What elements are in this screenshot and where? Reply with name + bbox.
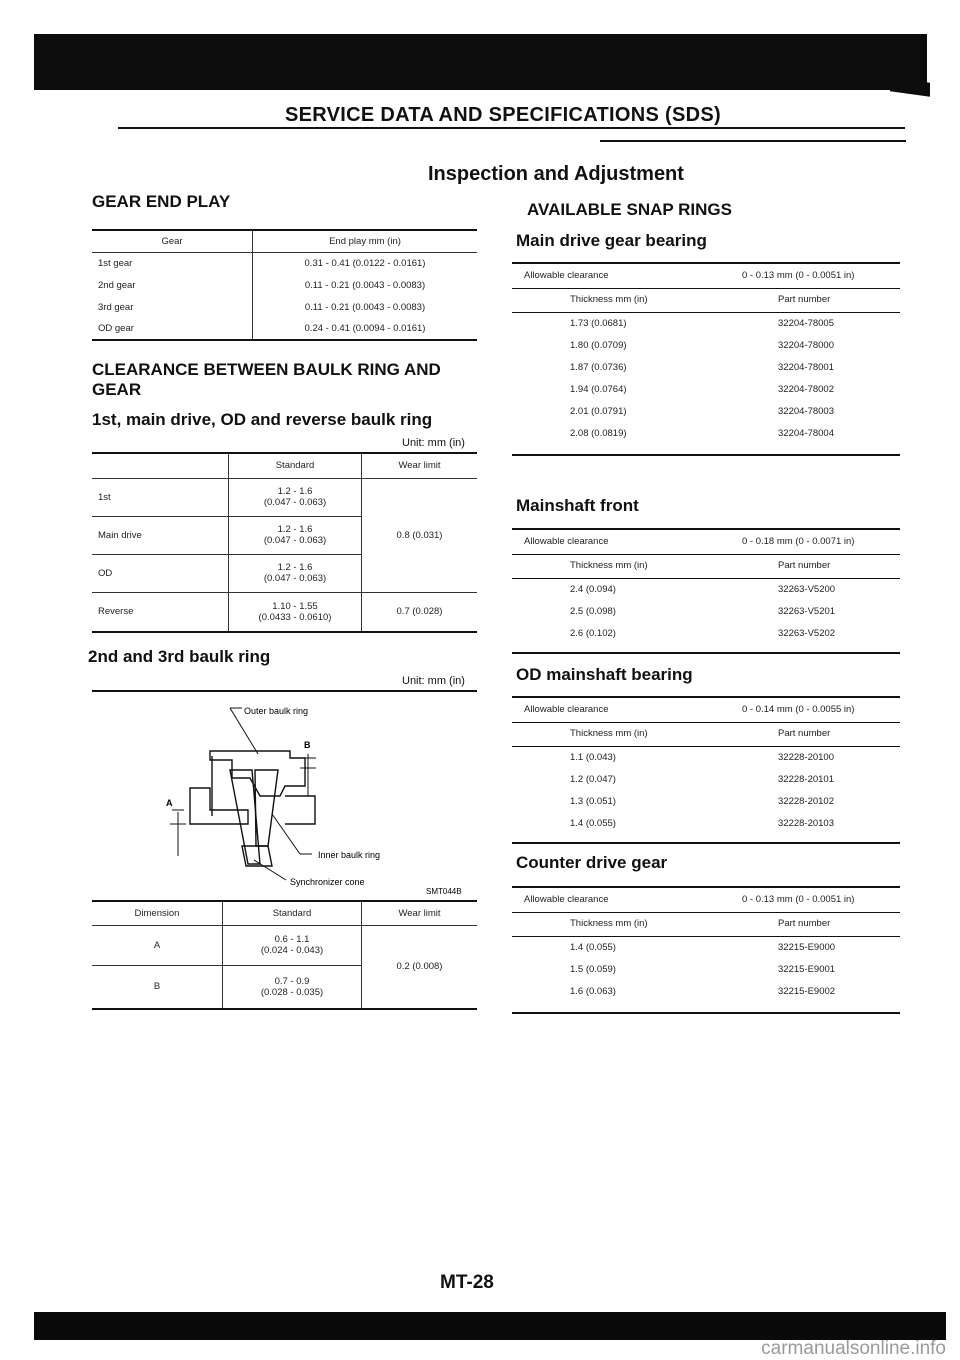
footer-bar bbox=[34, 1312, 946, 1340]
baulk-ring-2-3-title: 2nd and 3rd baulk ring bbox=[88, 647, 271, 666]
snap-ring-table-od-mainshaft: Allowable clearance 0 - 0.14 mm (0 - 0.0055 in) Thickness mm (in) Part number 1.1 (0.043) 32228-20100 1.2 (0.047) 32228-20101 1.3 (0.051) 32228-20102 1.4 (0.055) 32228-20103 bbox=[512, 696, 900, 850]
baulk-ring-section-title: 1st, main drive, OD and reverse baulk ring bbox=[92, 410, 433, 429]
table-header: Standard bbox=[223, 901, 362, 925]
table-row: Main drive 1.2 - 1.6 (0.047 - 0.063) bbox=[92, 516, 477, 554]
page-number: MT-28 bbox=[440, 1272, 494, 1293]
table-header: Gear bbox=[161, 235, 183, 247]
baulk-ring-diagram bbox=[150, 696, 480, 896]
clearance-heading: CLEARANCE BETWEEN BAULK RING AND GEAR bbox=[92, 360, 441, 399]
wear-limit: 0.2 (0.008) bbox=[362, 925, 478, 1009]
table-row: 1st gear 0.31 - 0.41 (0.0122 - 0.0161) bbox=[92, 252, 477, 274]
gear-end-play-table bbox=[92, 229, 477, 341]
table-row: A 0.6 - 1.1 (0.024 - 0.043) 0.2 (0.008) bbox=[92, 925, 477, 965]
footer-url: carmanualsonline.info bbox=[761, 1338, 946, 1359]
table-header: Dimension bbox=[134, 907, 180, 919]
table-row: Reverse 1.10 - 1.55 (0.0433 - 0.0610) 0.7 (0.028) bbox=[92, 592, 477, 632]
table-header: End play mm (in) bbox=[253, 230, 478, 252]
snap-ring-table-title: Main drive gear bearing bbox=[516, 231, 707, 250]
snap-ring-table-mainshaft-front: Allowable clearance 0 - 0.18 mm (0 - 0.0071 in) Thickness mm (in) Part number 2.4 (0.094) 32263-V5200 2.5 (0.098) 32263-V5201 2.6 (0.102) 32263-V5202 bbox=[512, 528, 900, 658]
wear-limit-shared: 0.8 (0.031) bbox=[362, 478, 478, 592]
snap-rings-heading: AVAILABLE SNAP RINGS bbox=[527, 200, 732, 219]
snap-ring-table-title: OD mainshaft bearing bbox=[516, 665, 693, 684]
title-rule-secondary bbox=[600, 140, 906, 142]
wear-limit-reverse: 0.7 (0.028) bbox=[362, 592, 478, 632]
table-header: Wear limit bbox=[362, 901, 478, 925]
table-header: Wear limit bbox=[362, 453, 478, 478]
unit-label: Unit: mm (in) bbox=[402, 675, 465, 687]
figure-code: SMT044B bbox=[426, 887, 462, 896]
dimension-a-label: A bbox=[166, 798, 173, 808]
table-row: 3rd gear 0.11 - 0.21 (0.0043 - 0.0083) bbox=[92, 296, 477, 318]
outer-ring-label: Outer baulk ring bbox=[244, 706, 309, 716]
baulk-ring-2-3-table bbox=[92, 900, 477, 1010]
page-subtitle: Inspection and Adjustment bbox=[428, 163, 684, 185]
snap-ring-table-title: Counter drive gear bbox=[516, 853, 668, 872]
unit-label: Unit: mm (in) bbox=[402, 437, 465, 449]
baulk-ring-table bbox=[92, 452, 477, 633]
table-row: B 0.7 - 0.9 (0.028 - 0.035) bbox=[92, 965, 477, 1009]
snap-ring-table-title: Mainshaft front bbox=[516, 496, 639, 515]
table-row: 1st 1.2 - 1.6 (0.047 - 0.063) 0.8 (0.031) bbox=[92, 478, 477, 516]
header-bar bbox=[34, 34, 927, 90]
snap-ring-table-counter-drive: Allowable clearance 0 - 0.13 mm (0 - 0.0051 in) Thickness mm (in) Part number 1.4 (0.055) 32215-E9000 1.5 (0.059) 32215-E9001 1.6 (0.063) 32215-E9002 bbox=[512, 886, 900, 1016]
title-rule bbox=[118, 127, 905, 129]
snap-ring-table-main-drive: Allowable clearance 0 - 0.13 mm (0 - 0.0051 in) Thickness mm (in) Part number 1.73 (0.0681) 32204-78005 1.80 (0.0709) 32204-78000 1.87 (0.0736) 32204-78001 1.94 (0.0764) 32204-78002 2.01 (0.0791) 32204-78003 2.08 (0.0819) 32204-78004 bbox=[512, 262, 900, 462]
dimension-b-label: B bbox=[304, 740, 311, 750]
table-header: Standard bbox=[229, 453, 362, 478]
table-row: OD 1.2 - 1.6 (0.047 - 0.063) bbox=[92, 554, 477, 592]
table-row: 2nd gear 0.11 - 0.21 (0.0043 - 0.0083) bbox=[92, 274, 477, 296]
synchronizer-cone-label: Synchronizer cone bbox=[290, 877, 365, 887]
inner-ring-label: Inner baulk ring bbox=[318, 850, 381, 860]
gear-end-play-heading: GEAR END PLAY bbox=[92, 192, 231, 211]
table-row: OD gear 0.24 - 0.41 (0.0094 - 0.0161) bbox=[92, 318, 477, 340]
section-rule bbox=[92, 690, 477, 692]
page-title: SERVICE DATA AND SPECIFICATIONS (SDS) bbox=[285, 104, 721, 126]
